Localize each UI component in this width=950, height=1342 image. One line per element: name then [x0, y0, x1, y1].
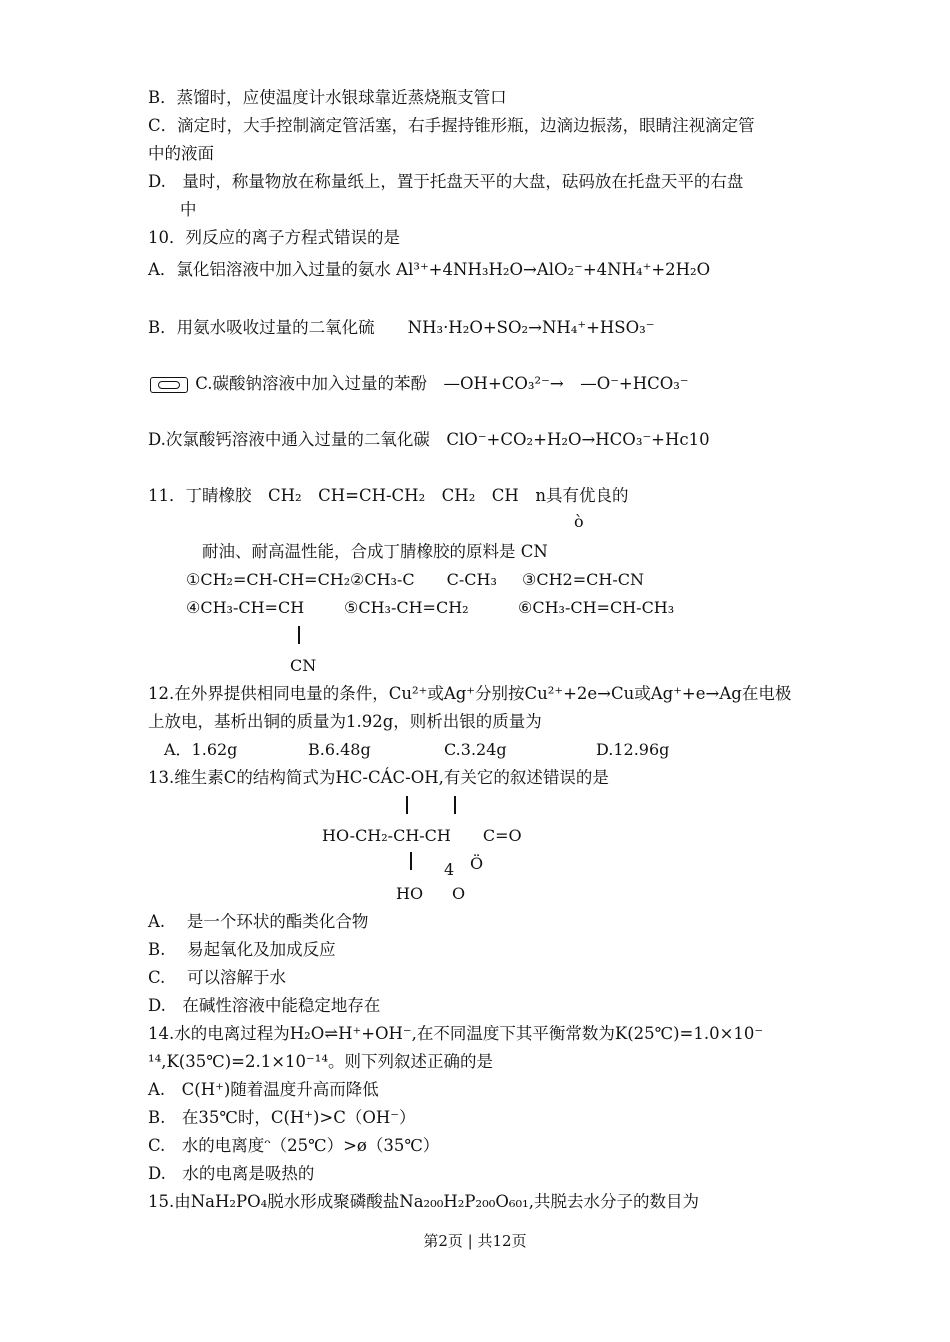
- material-4: ④CH₃-CH=CH: [186, 598, 305, 617]
- line-9b: B．蒸馏时，应使温度计水银球靠近蒸烧瓶支管口: [148, 88, 507, 107]
- material-2: ②CH₃-C C-CH₃: [350, 570, 497, 589]
- bond-line: [406, 796, 408, 814]
- option-13a: A. 是一个环状的酯类化合物: [148, 912, 369, 931]
- bond-mark: ò: [574, 512, 584, 531]
- option-13d: D. 在碱性溶液中能稳定地存在: [148, 996, 381, 1015]
- option-12d: D.12.96g: [596, 740, 670, 759]
- line-9d: D. 量时，称量物放在称量纸上，置于托盘天平的大盘，砝码放在托盘天平的右盘: [148, 172, 744, 191]
- option-14d: D. 水的电离是吸热的: [148, 1164, 315, 1183]
- cn-group: CN: [290, 656, 317, 675]
- question-15: 15.由NaH₂PO₄脱水形成聚磷酸盐Na₂₀₀H₂P₂₀₀O₆₀₁,共脱去水分子的数目为: [148, 1192, 699, 1211]
- structure-oxygen: Ö: [470, 854, 484, 873]
- material-6: ⑥CH₃-CH=CH-CH₃: [518, 598, 675, 617]
- structure-digit: 4: [444, 860, 455, 879]
- question-12-cont: 上放电，基析出铜的质量为1.92g，则析出银的质量为: [148, 712, 542, 731]
- structure-row: HO-CH₂-CH-CH C=O: [322, 826, 522, 845]
- option-14b: B. 在35℃时，C(H⁺)>C（OH⁻）: [148, 1108, 416, 1127]
- question-14: 14.水的电离过程为H₂O⇌H⁺+OH⁻,在不同温度下其平衡常数为K(25℃)=1.0×10⁻: [148, 1024, 764, 1043]
- material-5: ⑤CH₃-CH=CH₂: [344, 598, 469, 617]
- question-11: 11．丁睛橡胶 CH₂ CH=CH-CH₂ CH₂ CH n具有优良的: [148, 486, 629, 505]
- option-10a: A．氯化铝溶液中加入过量的氨水 Al³⁺+4NH₃H₂O→AlO₂⁻+4NH₄⁺+2H₂O: [148, 260, 711, 279]
- option-12b: B.6.48g: [308, 740, 371, 759]
- line-9c: C．滴定时，大手控制滴定管活塞，右手握持锥形瓶，边滴边振荡，眼睛注视滴定管: [148, 116, 755, 135]
- question-10: 10．列反应的离子方程式错误的是: [148, 228, 400, 247]
- option-12a: A．1.62g: [164, 740, 238, 759]
- option-12c: C.3.24g: [444, 740, 507, 759]
- structure-o: O: [452, 884, 466, 903]
- question-14-cont: ¹⁴,K(35℃)=2.1×10⁻¹⁴。则下列叙述正确的是: [148, 1052, 493, 1071]
- question-11-cont: 耐油、耐高温性能，合成丁腈橡胶的原料是 CN: [202, 542, 548, 561]
- line-9c-cont: 中的液面: [148, 144, 214, 163]
- material-3: ③CH2=CH-CN: [522, 570, 644, 589]
- material-1: ①CH₂=CH-CH=CH₂: [186, 570, 351, 589]
- option-10c: C.碳酸钠溶液中加入过量的苯酚 —OH+CO₃²⁻→ —O⁻+HCO₃⁻: [148, 374, 689, 394]
- option-10b: B．用氨水吸收过量的二氧化硫 NH₃·H₂O+SO₂→NH₄⁺+HSO₃⁻: [148, 318, 655, 337]
- page-footer: 第2页 | 共12页: [423, 1232, 527, 1250]
- option-10d: D.次氯酸钙溶液中通入过量的二氧化碳 ClO⁻+CO₂+H₂O→HCO₃⁻+Hc10: [148, 430, 710, 449]
- bond-line: [410, 852, 412, 870]
- benzene-ring-icon: [150, 377, 188, 393]
- structure-ho: HO: [396, 884, 424, 903]
- option-14a: A. C(H⁺)随着温度升高而降低: [148, 1080, 379, 1099]
- bond-line: [298, 626, 300, 644]
- option-14c: C. 水的电离度ᵔ（25℃）>ø（35℃）: [148, 1136, 440, 1155]
- option-13c: C. 可以溶解于水: [148, 968, 287, 987]
- question-13: 13.维生素C的结构简式为HC-CÁC-OH,有关它的叙述错误的是: [148, 768, 609, 787]
- bond-line: [454, 796, 456, 814]
- option-13b: B. 易起氧化及加成反应: [148, 940, 336, 959]
- line-9d-cont: 中: [180, 200, 197, 219]
- question-12: 12.在外界提供相同电量的条件，Cu²⁺或Ag⁺分别按Cu²⁺+2e→Cu或Ag⁺+e→Ag在电极: [148, 684, 792, 703]
